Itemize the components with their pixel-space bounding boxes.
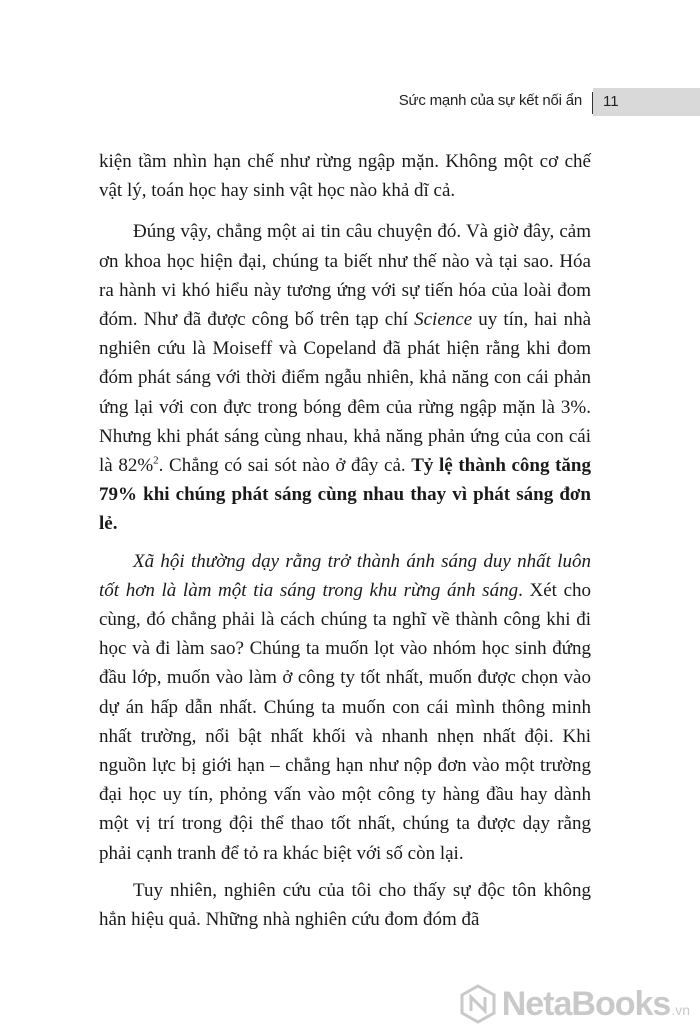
paragraph-2-text-b: uy tín, hai nhà nghiên cứu là Moiseff và Copeland đã phát hiện rằng khi đom đóm phát sáng với thời điểm ngẫu nhiên, khả năng con cái phản ứng lại với con đực trong bóng đêm của rừng ngập mặn là 3%. Nhưng khi phát sáng cùng nhau, khả năng phản ứng của con cái là 82% (99, 309, 592, 477)
paragraph-2 (99, 217, 591, 538)
paragraph-2-text-c: . Chẳng có sai sót nào ở đây cả. (158, 455, 412, 477)
page-number: 11 (593, 88, 700, 116)
paragraph-3-text: . Xét cho cùng, đó chẳng phải là cách chúng ta nghĩ về thành công khi đi học và đi làm sao? Chúng ta muốn lọt vào nhóm học sinh đứng đầu lớp, muốn vào làm ở công ty tốt nhất, muốn được chọn vào dự án hấp dẫn nhất. Chúng ta muốn con cái mình thông minh nhất trường, nổi bật nhất khối và nhanh nhẹn nhất đội. Khi nguồn lực bị giới hạn – chẳng hạn như nộp đơn vào một trường đại học uy tín, phỏng vấn vào một công ty hàng đầu hay dành một vị trí trong đội thể thao tốt nhất, chúng ta được dạy rằng phải cạnh tranh để tỏ ra khác biệt với số còn lại. (99, 579, 592, 864)
paragraph-4: Tuy nhiên, nghiên cứu của tôi cho thấy sự độc tôn không hẳn hiệu quả. Những nhà nghiên cứu đom đóm đã (99, 879, 591, 931)
watermark-brand: NetaBooks (501, 984, 671, 1023)
footnote-marker: 2 (153, 454, 159, 467)
paragraph-1: kiện tầm nhìn hạn chế như rừng ngập mặn. Không một cơ chế vật lý, toán học hay sinh vật học nào khả dĩ cả. (99, 151, 591, 202)
running-header (392, 88, 700, 116)
journal-name: Science (414, 309, 473, 331)
paragraph-2-text-a: Đúng vậy, chẳng một ai tin câu chuyện đó. Và giờ đây, cảm ơn khoa học hiện đại, chúng ta biết như thế nào và tại sao. Hóa ra hành vi khó hiểu này tương ứng với sự tiến hóa của loài đom đóm. Như đã được công bố trên tạp chí (99, 221, 591, 331)
watermark-suffix: .vn (671, 1002, 690, 1018)
emphasis-bold: Tỷ lệ thành công tăng 79% khi chúng phát sáng cùng nhau thay vì phát sáng đơn lẻ. (99, 455, 591, 535)
chapter-title: Sức mạnh của sự kết nối ẩn (398, 92, 582, 109)
paragraph-3-italic: Xã hội thường dạy rằng trở thành ánh sáng duy nhất luôn tốt hơn là làm một tia sáng trong khu rừng ánh sáng (99, 550, 591, 601)
netabooks-logo-icon (458, 984, 498, 1024)
paragraph-3 (99, 547, 591, 868)
page-body (99, 147, 591, 942)
watermark (458, 984, 690, 1024)
